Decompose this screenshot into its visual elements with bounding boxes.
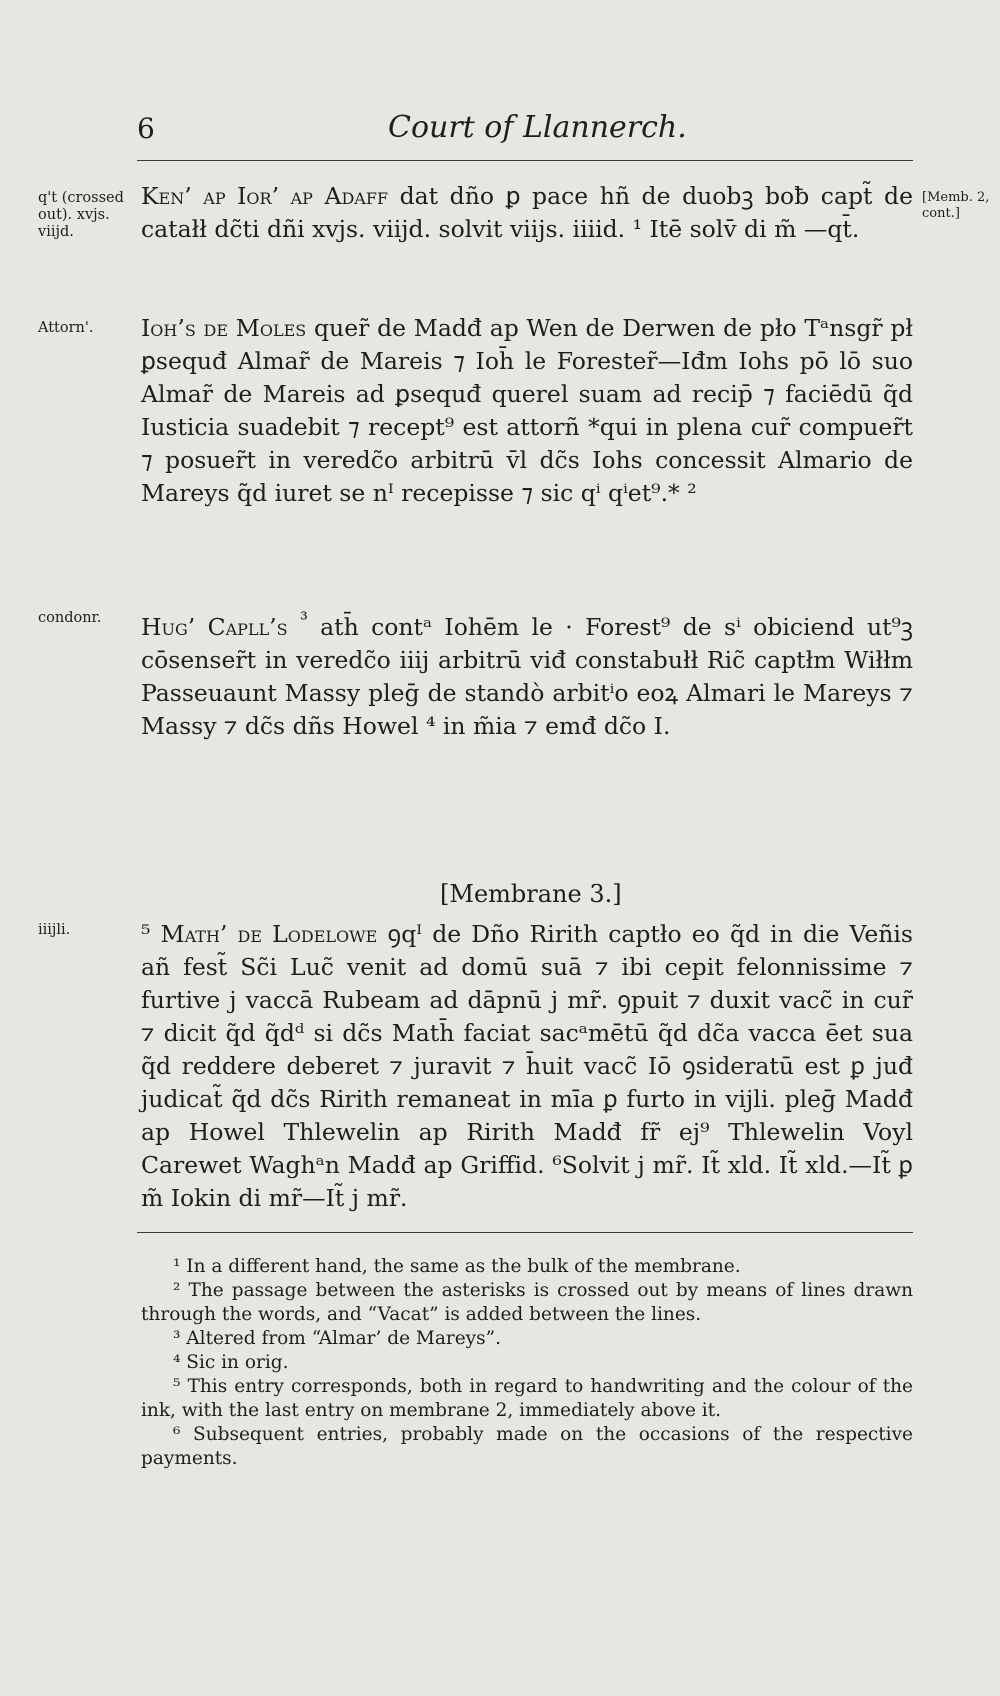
entry-hug-capll bbox=[141, 603, 913, 743]
entry-math-de-lodelowe bbox=[141, 918, 913, 1215]
header-rule bbox=[137, 160, 913, 161]
footnotes bbox=[141, 1255, 913, 1471]
page-number: 6 bbox=[137, 112, 155, 145]
entry-text: quer̃ de Madđ ap Wen de Derwen de pło Tᵃnsgr̃ pł ꝑsequđ Almar̃ de Mareis ⁊ Ioh̄ le Forester̃—Iđm Iohs pō lō suo Almar̃ de Mareis ad ꝑsequđ querel suam ad recip̄ ⁊ faciēdū q̃d Iusticia suadebit ⁊ recept⁹ est attorñ *qui in plena cur̃ compuer̃t ⁊ posuer̃t in veredc̃o arbitrū v̄l dc̃s Iohs concessit Almario de Mareys q̃d iuret se nᴵ recepisse ⁊ sic qⁱ qⁱet⁹.* ² bbox=[141, 314, 914, 507]
entry-lead: ⁵ Math’ de Lodelowe bbox=[141, 920, 378, 948]
margin-note-1: q't (crossed out). xvjs. viijd. bbox=[38, 190, 124, 240]
membrane-heading: [Membrane 3.] bbox=[440, 880, 622, 908]
entry-lead: Hug’ Capll’s bbox=[141, 612, 288, 641]
footnote-1: ¹ In a different hand, the same as the bulk of the membrane. bbox=[173, 1256, 741, 1277]
entry-ken-ap-ior bbox=[141, 180, 913, 246]
entry-text: ꝯqᴵ de Dño Ririth captło eo q̃d in die Veñis añ fest̃ Sc̃i Luc̃ venit ad domū suā ⁊ ibi cepit felonnissime ⁊ furtive j vaccā Rubeam ad dāpnū j mr̃. ꝯpuit ⁊ duxit vacc̃ in cur̃ ⁊ dicit q̃d q̃dᵈ si dc̃s Math̄ faciat sacᵃmētū q̃d dc̃a vacca ēet sua q̃d reddere deberet ⁊ juravit ⁊ h̄uit vacc̃ Iō ꝯsideratū est ꝑ juđ judicat̃ q̃d dc̃s Ririth remaneat in mīa ꝑ furto in vijli. pleḡ Madđ ap Howel Thlewelin ap Ririth Madđ fr̃ ej⁹ Thlewelin Voyl Carewet Waghᵃn Madđ ap Griffid. ⁶Solvit j mr̃. It̃ xld. It̃ xld.—It̃ ꝑ m̃ Iokin di mr̃—It̃ j mr̃. bbox=[141, 920, 913, 1212]
footnote-rule bbox=[137, 1232, 913, 1233]
footnote-2: ² The passage between the asterisks is crossed out by means of lines drawn through the words, and “Vacat” is added between the lines. bbox=[141, 1280, 913, 1325]
margin-note-2: Attorn'. bbox=[38, 320, 94, 336]
running-title: Court of Llannerch. bbox=[388, 110, 687, 145]
entry-text: ath̄ contᵃ Iohēm le · Forest⁹ de sⁱ obiciend ut⁹ꝫ cōsenser̃t in veredc̃o iiij arbitrū viđ constabułł Ric̃ captłm Wiłłm Passeuaunt Massy pleḡ de standò arbitⁱo eoꝝ Almari le Mareys ⁊ Massy ⁊ dc̃s dñs Howel ⁴ in m̃ia ⁊ emđ dc̃o I. bbox=[141, 612, 913, 740]
footnote-6: ⁶ Subsequent entries, probably made on the occasions of the respective payments. bbox=[141, 1424, 913, 1469]
margin-note-4: iiijli. bbox=[38, 922, 71, 938]
entry-lead: Ioh’s de Moles bbox=[141, 314, 307, 342]
entry-iohs-de-moles bbox=[141, 312, 913, 510]
footnote-4: ⁴ Sic in orig. bbox=[173, 1352, 289, 1373]
entry-text: dat dño ꝑ pace hñ de duobꝫ boƀ capt̃ de catałł dc̃ti dñi xvjs. viijd. solvit viijs. iiiid. ¹ Itē solv̄ di m̃ —qt̄. bbox=[141, 182, 913, 243]
footnote-5: ⁵ This entry corresponds, both in regard to handwriting and the colour of the ink, with the last entry on membrane 2, immediately above it. bbox=[141, 1376, 913, 1421]
margin-note-membrane: [Memb. 2, cont.] bbox=[922, 190, 990, 221]
footnote-3: ³ Altered from “Almar’ de Mareys”. bbox=[173, 1328, 501, 1349]
margin-note-3: condonr. bbox=[38, 610, 102, 626]
footnote-ref: ³ bbox=[299, 608, 308, 631]
entry-lead: Ken’ ap Ior’ ap Adaff bbox=[141, 182, 389, 210]
